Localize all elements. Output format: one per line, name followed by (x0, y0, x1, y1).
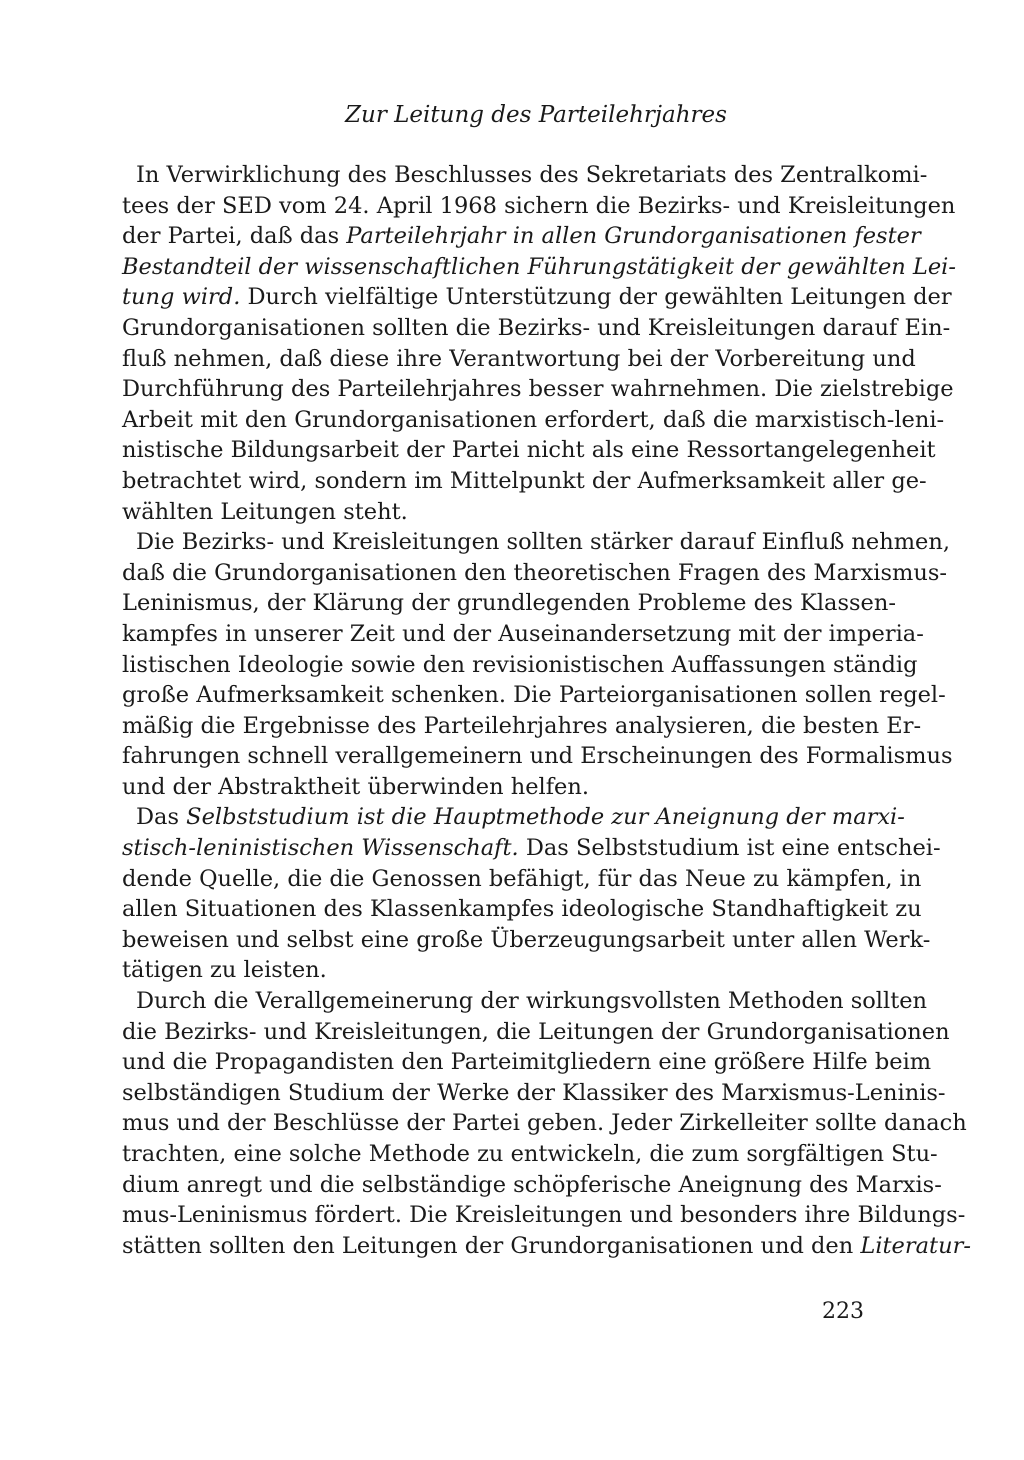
text-segment: die Bezirks- und Kreisleitungen, die Leitungen der Grundorganisationen (122, 1018, 950, 1045)
text-line (122, 894, 922, 925)
text-line (122, 802, 905, 833)
text-segment: Die Bezirks- und Kreisleitungen sollten stärker darauf Einfluß nehmen, (136, 529, 950, 556)
text-segment: trachten, eine solche Methode zu entwickeln, die zum sorgfältigen Stu- (122, 1141, 938, 1167)
text-segment: der Partei, daß das (122, 223, 347, 250)
text-segment: nistische Bildungsarbeit der Partei nicht als eine Ressortangelegenheit (122, 437, 936, 464)
emphasis-text: Parteilehrjahr in allen Grundorganisationen fester (346, 223, 921, 250)
text-segment: tätigen zu leisten. (122, 957, 327, 984)
text-segment: mus-Leninismus fördert. Die Kreisleitungen und besonders ihre Bildungs- (122, 1202, 966, 1229)
text-line (122, 1170, 942, 1201)
text-line (122, 1231, 971, 1262)
text-line (122, 772, 882, 803)
text-line (122, 344, 916, 375)
text-line (122, 741, 953, 772)
text-segment: Arbeit mit den Grundorganisationen erfordert, daß die marxistisch-leni- (122, 406, 945, 433)
text-line (122, 1017, 950, 1048)
emphasis-text: tung wird. (122, 284, 241, 311)
text-segment: Durch die Verallgemeinerung der wirkungsvollsten Methoden sollten (136, 988, 928, 1015)
text-segment: Durch vielfältige Unterstützung der gewählten Leitungen der (240, 284, 952, 311)
text-line (122, 925, 931, 956)
text-segment: beweisen und selbst eine große Überzeugungsarbeit unter allen Werk- (122, 926, 931, 953)
text-line (122, 650, 918, 681)
text-segment: selbständigen Studium der Werke der Klassiker des Marxismus-Leninis- (122, 1079, 946, 1106)
text-line (122, 588, 896, 619)
text-segment: große Aufmerksamkeit schenken. Die Parteiorganisationen sollen regel- (122, 682, 946, 709)
body-text (122, 160, 971, 1261)
emphasis-text: Literatur- (860, 1232, 971, 1259)
text-line (122, 527, 950, 558)
text-segment: und die Propagandisten den Parteimitgliedern eine größere Hilfe beim (122, 1049, 932, 1076)
text-line (122, 680, 946, 711)
text-segment: tees der SED vom 24. April 1968 sichern die Bezirks- und Kreisleitungen (122, 192, 956, 219)
text-line (122, 558, 948, 589)
text-segment: stätten sollten den Leitungen der Grundorganisationen und den (122, 1232, 861, 1259)
text-segment: Das (136, 804, 187, 831)
text-segment: Leninismus, der Klärung der grundlegenden Probleme des Klassen- (122, 590, 896, 617)
text-line (122, 160, 928, 191)
section-heading: Zur Leitung des Parteilehrjahres (345, 102, 727, 128)
text-line (122, 864, 922, 895)
text-segment: daß die Grundorganisationen den theoretischen Fragen des Marxismus- (122, 559, 948, 586)
text-line (122, 282, 952, 313)
emphasis-text: Selbststudium ist die Hauptmethode zur Aneignung der marxi- (186, 804, 905, 831)
text-line (122, 374, 954, 405)
text-segment: kampfes in unserer Zeit und der Auseinandersetzung mit der imperia- (122, 620, 924, 647)
text-line (122, 986, 928, 1017)
page-number: 223 (822, 1299, 864, 1324)
text-segment: betrachtet wird, sondern im Mittelpunkt der Aufmerksamkeit aller ge- (122, 467, 927, 494)
text-line (122, 191, 956, 222)
text-line (122, 619, 924, 650)
page-body (122, 98, 971, 1261)
text-line (122, 1139, 938, 1170)
text-line (122, 1078, 946, 1109)
text-line (122, 313, 951, 344)
text-segment: fahrungen schnell verallgemeinern und Erscheinungen des Formalismus (122, 743, 953, 770)
text-line (122, 497, 882, 528)
text-segment: dende Quelle, die die Genossen befähigt, für das Neue zu kämpfen, in (122, 865, 922, 892)
text-segment: dium anregt und die selbständige schöpferische Aneignung des Marxis- (122, 1171, 942, 1198)
text-line (122, 1108, 967, 1139)
text-line (122, 252, 956, 283)
text-line (122, 405, 945, 436)
text-segment: listischen Ideologie sowie den revisionistischen Auffassungen ständig (122, 651, 918, 678)
text-segment: Das Selbststudium ist eine entschei- (518, 835, 941, 862)
text-line (122, 833, 941, 864)
text-segment: wählten Leitungen steht. (122, 498, 408, 525)
emphasis-text: Bestandteil der wissenschaftlichen Führungstätigkeit der gewählten Lei- (122, 253, 956, 280)
text-line (122, 1047, 932, 1078)
text-line (122, 1200, 966, 1231)
text-segment: und der Abstraktheit überwinden helfen. (122, 773, 590, 800)
text-line (122, 955, 882, 986)
text-line (122, 466, 927, 497)
text-line (122, 435, 936, 466)
text-segment: Grundorganisationen sollten die Bezirks- und Kreisleitungen darauf Ein- (122, 314, 951, 341)
text-segment: mäßig die Ergebnisse des Parteilehrjahres analysieren, die besten Er- (122, 712, 922, 739)
text-segment: Durchführung des Parteilehrjahres besser wahrnehmen. Die zielstrebige (122, 376, 954, 403)
text-segment: mus und der Beschlüsse der Partei geben. Jeder Zirkelleiter sollte danach (122, 1110, 967, 1137)
text-segment: fluß nehmen, daß diese ihre Verantwortung bei der Vorbereitung und (122, 345, 916, 372)
text-segment: In Verwirklichung des Beschlusses des Sekretariats des Zentralkomi- (136, 162, 928, 188)
emphasis-text: stisch-leninistischen Wissenschaft. (122, 835, 519, 862)
text-segment: allen Situationen des Klassenkampfes ideologische Standhaftigkeit zu (122, 896, 922, 923)
text-line (122, 221, 921, 252)
text-line (122, 711, 922, 742)
